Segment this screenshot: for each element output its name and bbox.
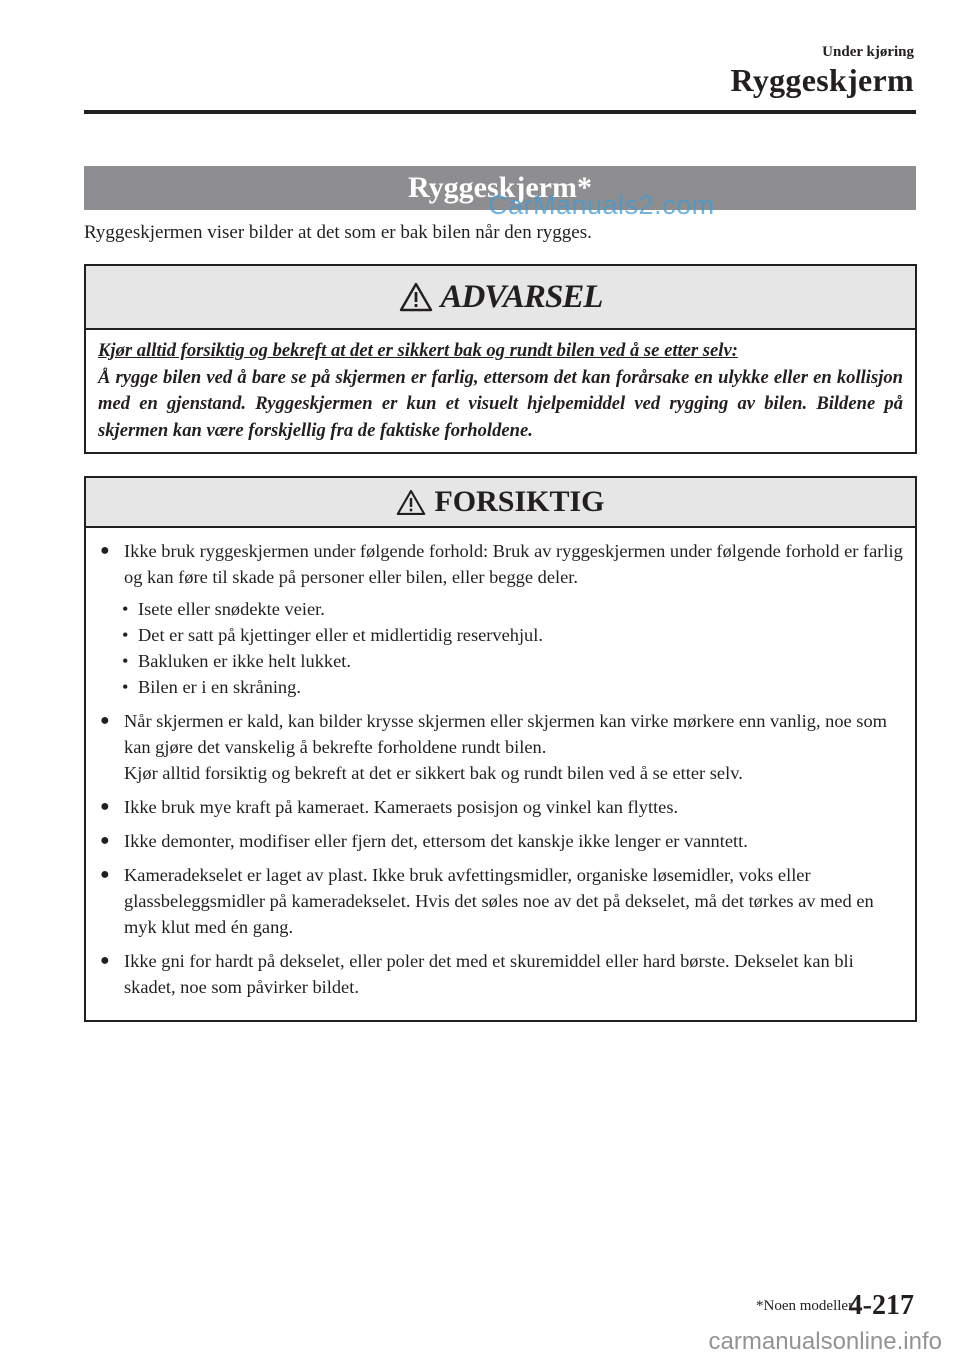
caution-item-text: Kjør alltid forsiktig og bekreft at det er sikkert bak og rundt bilen ved å se etter selv. xyxy=(124,763,743,783)
watermark-bottom: carmanualsonline.info xyxy=(708,1328,942,1355)
caution-item-text: Ikke bruk ryggeskjermen under følgende forhold: Bruk av ryggeskjermen under følgende forhold er farlig og kan føre til skade på personer eller bilen, eller begge deler. xyxy=(124,541,903,587)
caution-sub-list xyxy=(100,596,903,700)
caution-item xyxy=(100,862,903,940)
caution-sub-item-text: Isete eller snødekte veier. xyxy=(138,599,325,619)
header-rule xyxy=(84,110,916,114)
sub-bullet-icon: • xyxy=(122,599,129,619)
warning-box xyxy=(84,264,917,454)
bullet-icon: ● xyxy=(100,952,110,969)
caution-sub-item xyxy=(100,596,903,622)
caution-item xyxy=(100,948,903,1000)
caution-sub-item-text: Bilen er i en skråning. xyxy=(138,677,301,697)
caution-sub-item xyxy=(100,648,903,674)
bullet-icon: ● xyxy=(100,542,110,559)
page-number: 4-217 xyxy=(848,1290,914,1321)
bullet-icon: ● xyxy=(100,866,110,883)
warning-triangle-icon xyxy=(399,282,433,312)
caution-sub-item xyxy=(100,674,903,700)
header-title: Ryggeskjerm xyxy=(730,62,914,98)
caution-header xyxy=(86,478,915,528)
watermark-top: CarManuals2.com xyxy=(488,190,715,220)
bullet-icon: ● xyxy=(100,832,110,849)
warning-lead: Kjør alltid forsiktig og bekreft at det er sikkert bak og rundt bilen ved å se etter selv: xyxy=(98,340,738,361)
caution-body xyxy=(86,528,915,1000)
caution-item-text: Ikke bruk mye kraft på kameraet. Kameraets posisjon og vinkel kan flyttes. xyxy=(124,797,679,817)
sub-bullet-icon: • xyxy=(122,651,129,671)
caution-box xyxy=(84,476,917,1022)
footer-note: *Noen modeller. xyxy=(756,1298,856,1314)
caution-item xyxy=(100,828,903,854)
caution-item xyxy=(100,794,903,820)
sub-bullet-icon: • xyxy=(122,625,129,645)
warning-triangle-icon xyxy=(396,489,426,516)
caution-sub-item-text: Bakluken er ikke helt lukket. xyxy=(138,651,351,671)
caution-sub-item xyxy=(100,622,903,648)
caution-sub-item-text: Det er satt på kjettinger eller et midlertidig reservehjul. xyxy=(138,625,543,645)
sub-bullet-icon: • xyxy=(122,677,129,697)
warning-body xyxy=(86,330,915,444)
caution-title: FORSIKTIG xyxy=(434,485,605,518)
caution-item-text: Ikke demonter, modifiser eller fjern det, ettersom det kanskje ikke lenger er vanntett. xyxy=(124,831,748,851)
caution-item-text: Kameradekselet er laget av plast. Ikke bruk avfettingsmidler, organiske løsemidler, voks eller glassbeleggsmidler på kameradekselet. Hvis det søles noe av det på dekselet, må det tørkes av med en myk klut med én gang. xyxy=(124,865,874,937)
intro-text: Ryggeskjermen viser bilder at det som er bak bilen når den rygges. xyxy=(84,222,592,243)
warning-text: Å rygge bilen ved å bare se på skjermen er farlig, ettersom det kan forårsake en ulykke eller en kollisjon med en gjenstand. Ryggeskjermen er kun et visuelt hjelpemiddel ved rygging av bilen. Bildene på skjermen kan være forskjellig fra de faktiske forholdene. xyxy=(98,366,903,441)
warning-header xyxy=(86,266,915,330)
warning-title: ADVARSEL xyxy=(440,278,603,315)
caution-item xyxy=(100,538,903,590)
caution-item xyxy=(100,708,903,786)
bullet-icon: ● xyxy=(100,798,110,815)
caution-item-text: Når skjermen er kald, kan bilder krysse skjermen eller skjermen kan virke mørkere enn vanlig, noe som kan gjøre det vanskelig å bekrefte forholdene rundt bilen. xyxy=(124,711,887,757)
bullet-icon: ● xyxy=(100,712,110,729)
header-section-label: Under kjøring xyxy=(822,44,914,60)
section-title: Ryggeskjerm* xyxy=(408,171,592,204)
caution-item-text: Ikke gni for hardt på dekselet, eller poler det med et skuremiddel eller hard børste. Dekselet kan bli skadet, noe som påvirker bildet. xyxy=(124,951,854,997)
